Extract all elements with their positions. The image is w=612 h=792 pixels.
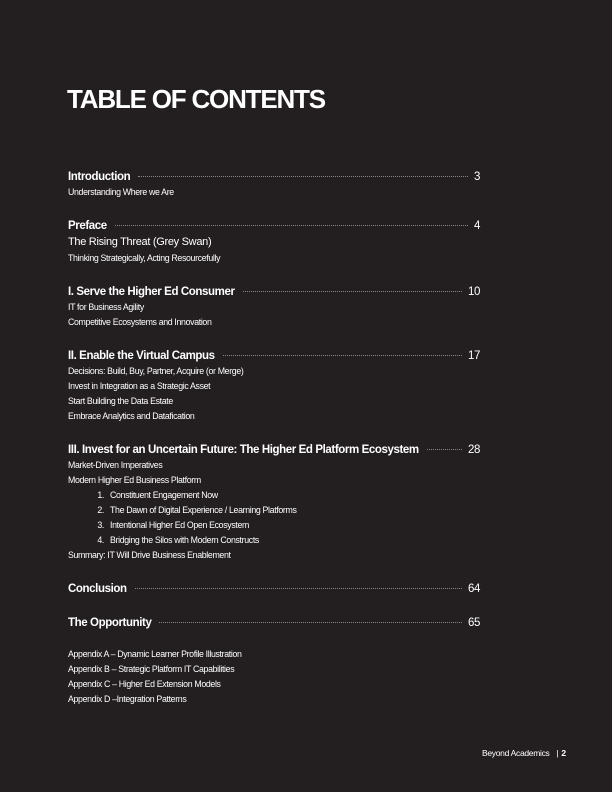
toc-section-1: [68, 285, 480, 330]
dot-leader: [427, 449, 462, 450]
toc-subentry[interactable]: Invest in Integration as a Strategic Asset: [68, 381, 211, 391]
page-title: TABLE OF CONTENTS: [67, 84, 325, 114]
list-text: Bridging the Silos with Modern Constructs: [110, 535, 259, 545]
toc-appendices: [68, 647, 480, 707]
toc-entry[interactable]: [68, 443, 480, 458]
footer-page-number: 2: [561, 748, 566, 758]
toc-section-preface: [68, 219, 480, 266]
toc-subentry[interactable]: Summary: IT Will Drive Business Enablement: [68, 550, 231, 560]
toc-entry-label: III. Invest for an Uncertain Future: The Higher Ed Platform Ecosystem: [68, 444, 419, 456]
list-text: Intentional Higher Ed Open Ecosystem: [110, 520, 249, 530]
toc-numbered-subentry[interactable]: [68, 503, 480, 518]
dot-leader: [223, 355, 462, 356]
toc-entry[interactable]: [68, 285, 480, 300]
toc-entry[interactable]: [68, 616, 480, 631]
page-footer: [482, 748, 566, 758]
dot-leader: [138, 176, 468, 177]
table-of-contents: [68, 170, 480, 707]
toc-appendix[interactable]: Appendix A – Dynamic Learner Profile Illustration: [68, 649, 242, 659]
toc-entry-label: I. Serve the Higher Ed Consumer: [68, 286, 235, 298]
toc-subentry[interactable]: Competitive Ecosystems and Innovation: [68, 317, 212, 327]
toc-numbered-subentry[interactable]: [68, 533, 480, 548]
toc-section-3: [68, 443, 480, 563]
toc-section-conclusion: [68, 582, 480, 597]
toc-entry-label: II. Enable the Virtual Campus: [68, 350, 215, 362]
toc-entry[interactable]: [68, 170, 480, 185]
toc-subentry[interactable]: Thinking Strategically, Acting Resourcefully: [68, 253, 221, 263]
list-text: Constituent Engagement Now: [110, 490, 218, 500]
toc-entry-label: The Opportunity: [68, 617, 152, 629]
toc-entry-label: Conclusion: [68, 583, 127, 595]
list-number: 1.: [97, 490, 104, 500]
toc-appendix[interactable]: Appendix C – Higher Ed Extension Models: [68, 679, 221, 689]
list-number: 2.: [97, 505, 104, 515]
toc-entry[interactable]: [68, 349, 480, 364]
toc-section-introduction: [68, 170, 480, 200]
list-text: The Dawn of Digital Experience / Learning Platforms: [110, 505, 297, 515]
toc-subentry[interactable]: Decisions: Build, Buy, Partner, Acquire (or Merge): [68, 366, 244, 376]
toc-subtitle[interactable]: The Rising Threat (Grey Swan): [68, 236, 212, 248]
toc-subentry[interactable]: Understanding Where we Are: [68, 187, 174, 197]
toc-numbered-subentry[interactable]: [68, 488, 480, 503]
toc-entry[interactable]: [68, 582, 480, 597]
toc-page-number: 17: [468, 350, 480, 362]
toc-page-number: 3: [474, 171, 480, 183]
toc-subentry[interactable]: Market-Driven Imperatives: [68, 460, 163, 470]
toc-entry-label: Introduction: [68, 171, 131, 183]
toc-subentry[interactable]: IT for Business Agility: [68, 302, 144, 312]
toc-appendix[interactable]: Appendix D –Integration Patterns: [68, 694, 187, 704]
list-number: 3.: [97, 520, 104, 530]
toc-subentry[interactable]: Start Building the Data Estate: [68, 396, 173, 406]
dot-leader: [135, 588, 462, 589]
dot-leader: [159, 622, 462, 623]
toc-subentry[interactable]: Modern Higher Ed Business Platform: [68, 475, 201, 485]
toc-page-number: 64: [468, 583, 480, 595]
toc-page-number: 10: [468, 286, 480, 298]
footer-separator: |: [556, 748, 559, 758]
dot-leader: [243, 291, 462, 292]
toc-page-number: 65: [468, 617, 480, 629]
footer-brand: Beyond Academics: [482, 748, 550, 758]
toc-entry-label: Preface: [68, 220, 107, 232]
dot-leader: [115, 225, 468, 226]
toc-section-2: [68, 349, 480, 424]
toc-appendix[interactable]: Appendix B – Strategic Platform IT Capabilities: [68, 664, 235, 674]
list-number: 4.: [97, 535, 104, 545]
toc-entry[interactable]: [68, 219, 480, 234]
toc-section-opportunity: [68, 616, 480, 631]
toc-page-number: 28: [468, 444, 480, 456]
toc-subentry[interactable]: Embrace Analytics and Datafication: [68, 411, 195, 421]
toc-page-number: 4: [474, 220, 480, 232]
toc-numbered-subentry[interactable]: [68, 518, 480, 533]
